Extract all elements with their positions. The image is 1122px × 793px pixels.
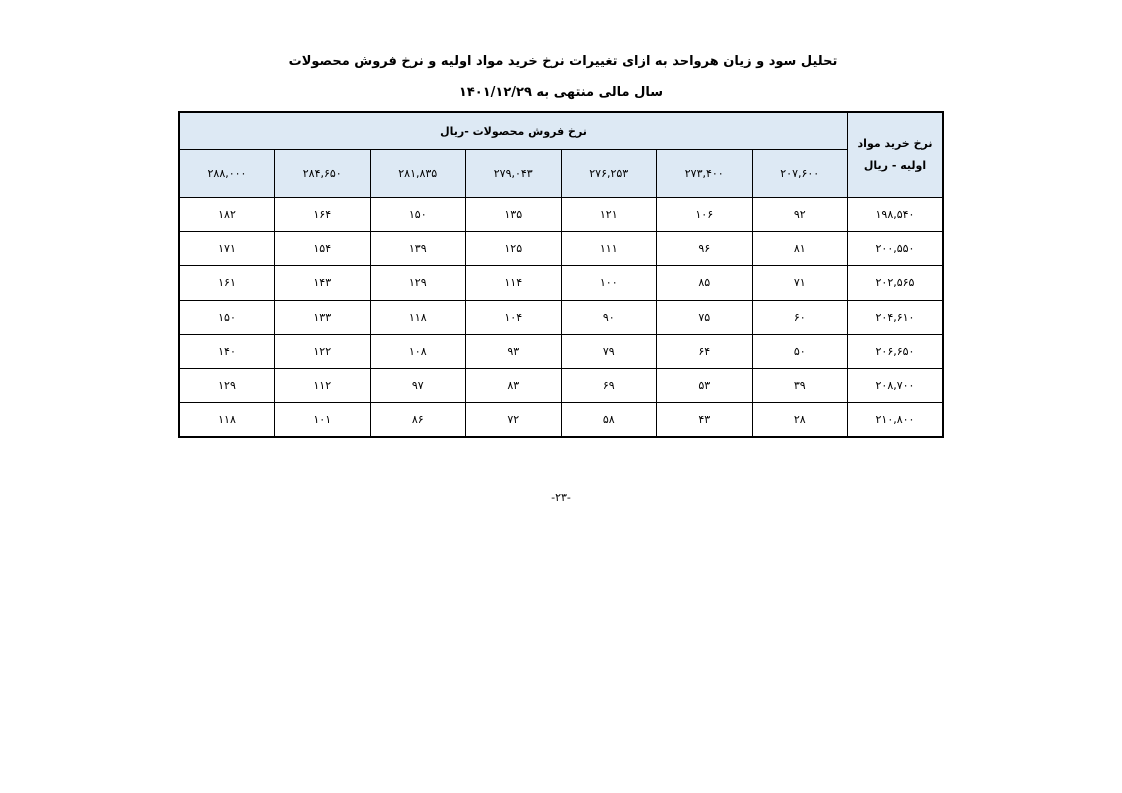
table-cell: ۱۵۰ <box>370 198 466 232</box>
table-cell: ۱۱۲ <box>275 368 371 402</box>
table-cell: ۹۰ <box>561 300 657 334</box>
table-cell: ۸۵ <box>657 266 753 300</box>
table-cell: ۱۲۹ <box>179 368 275 402</box>
column-header: ۲۷۶,۲۵۳ <box>561 150 657 198</box>
table-cell: ۱۸۲ <box>179 198 275 232</box>
row-header-label-line-1: نرخ خرید مواد <box>857 137 933 151</box>
table-cell: ۱۲۵ <box>466 232 562 266</box>
column-header: ۲۸۸,۰۰۰ <box>179 150 275 198</box>
table-cell: ۱۷۱ <box>179 232 275 266</box>
table-cell: ۱۱۸ <box>370 300 466 334</box>
table-cell: ۵۸ <box>561 402 657 437</box>
table-cell: ۲۸ <box>752 402 848 437</box>
table-cell: ۹۶ <box>657 232 753 266</box>
column-group-header: نرخ فروش محصولات -ریال <box>179 112 848 150</box>
table-cell: ۱۲۹ <box>370 266 466 300</box>
table-cell: ۶۴ <box>657 334 753 368</box>
table-cell: ۸۱ <box>752 232 848 266</box>
table-cell: ۷۵ <box>657 300 753 334</box>
table-row <box>179 198 943 232</box>
row-header-cell: ۲۰۶,۶۵۰ <box>848 334 944 368</box>
table-cell: ۱۰۸ <box>370 334 466 368</box>
table-cell: ۶۰ <box>752 300 848 334</box>
table-cell: ۱۴۳ <box>275 266 371 300</box>
column-header: ۲۷۹,۰۴۳ <box>466 150 562 198</box>
column-header: ۲۸۱,۸۳۵ <box>370 150 466 198</box>
table-cell: ۱۰۶ <box>657 198 753 232</box>
row-header-cell: ۲۰۲,۵۶۵ <box>848 266 944 300</box>
row-header-cell: ۱۹۸,۵۴۰ <box>848 198 944 232</box>
table-cell: ۶۹ <box>561 368 657 402</box>
table-cell: ۱۲۱ <box>561 198 657 232</box>
row-header-label-line-2: اولیه - ریال <box>863 159 927 173</box>
table-cell: ۱۰۴ <box>466 300 562 334</box>
table-cell: ۳۹ <box>752 368 848 402</box>
table-cell: ۹۷ <box>370 368 466 402</box>
table-cell: ۱۵۰ <box>179 300 275 334</box>
table-cell: ۸۳ <box>466 368 562 402</box>
table-cell: ۱۶۱ <box>179 266 275 300</box>
table-cell: ۵۳ <box>657 368 753 402</box>
sensitivity-table <box>178 111 944 438</box>
table-cell: ۱۶۴ <box>275 198 371 232</box>
table-cell: ۱۳۵ <box>466 198 562 232</box>
table-row <box>179 300 943 334</box>
table-cell: ۱۰۱ <box>275 402 371 437</box>
table-cell: ۱۳۹ <box>370 232 466 266</box>
row-header-cell: ۲۰۰,۵۵۰ <box>848 232 944 266</box>
table-cell: ۵۰ <box>752 334 848 368</box>
table-cell: ۷۲ <box>466 402 562 437</box>
page-number: -۲۳- <box>551 491 571 504</box>
row-header-cell: ۲۱۰,۸۰۰ <box>848 402 944 437</box>
column-header: ۲۰۷,۶۰۰ <box>752 150 848 198</box>
table-cell: ۴۳ <box>657 402 753 437</box>
document-title: تحلیل سود و زیان هرواحد به ازای تغییرات نرخ خرید مواد اولیه و نرخ فروش محصولات <box>288 54 838 69</box>
table-cell: ۹۳ <box>466 334 562 368</box>
table-row <box>179 368 943 402</box>
table-cell: ۹۲ <box>752 198 848 232</box>
table-cell: ۱۵۴ <box>275 232 371 266</box>
table-cell: ۱۲۲ <box>275 334 371 368</box>
table-row <box>179 334 943 368</box>
document-subtitle: سال مالی منتهی به ۱۴۰۱/۱۲/۲۹ <box>458 85 664 100</box>
table-cell: ۱۴۰ <box>179 334 275 368</box>
table-cell: ۷۱ <box>752 266 848 300</box>
column-header: ۲۸۴,۶۵۰ <box>275 150 371 198</box>
table-cell: ۱۳۳ <box>275 300 371 334</box>
table-row <box>179 266 943 300</box>
table-cell: ۱۱۴ <box>466 266 562 300</box>
table-row <box>179 232 943 266</box>
table-cell: ۸۶ <box>370 402 466 437</box>
row-header-label <box>848 112 944 198</box>
table-cell: ۱۰۰ <box>561 266 657 300</box>
table-cell: ۱۱۸ <box>179 402 275 437</box>
row-header-cell: ۲۰۸,۷۰۰ <box>848 368 944 402</box>
table-row <box>179 402 943 437</box>
table-cell: ۱۱۱ <box>561 232 657 266</box>
table-cell: ۷۹ <box>561 334 657 368</box>
column-header: ۲۷۳,۴۰۰ <box>657 150 753 198</box>
row-header-cell: ۲۰۴,۶۱۰ <box>848 300 944 334</box>
